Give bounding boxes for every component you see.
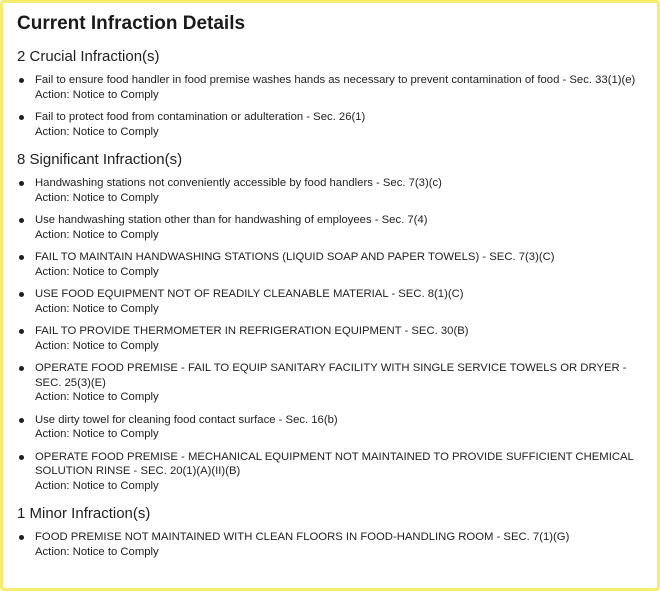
list-item — [17, 110, 643, 139]
bullet-icon — [19, 535, 24, 540]
infraction-action: Action: Notice to Comply — [35, 265, 159, 278]
infraction-description: Fail to ensure food handler in food premise washes hands as necessary to prevent contamination of food - Sec. 33(1)(e) — [35, 74, 636, 86]
significant-infractions-section — [17, 151, 643, 493]
infraction-description: USE FOOD EQUIPMENT NOT OF READILY CLEANABLE MATERIAL - SEC. 8(1)(C) — [35, 288, 464, 300]
bullet-icon — [19, 181, 24, 186]
infraction-description: Use handwashing station other than for handwashing of employees - Sec. 7(4) — [35, 214, 428, 226]
infraction-description: Handwashing stations not conveniently accessible by food handlers - Sec. 7(3)(c) — [35, 177, 442, 189]
infraction-action: Action: Notice to Comply — [35, 88, 159, 101]
bullet-icon — [19, 366, 24, 371]
infraction-description: OPERATE FOOD PREMISE - FAIL TO EQUIP SANITARY FACILITY WITH SINGLE SERVICE TOWELS OR DRYER - SEC. 25(3)(E) — [35, 362, 627, 389]
list-item — [17, 450, 643, 494]
infraction-description: FAIL TO MAINTAIN HANDWASHING STATIONS (LIQUID SOAP AND PAPER TOWELS) - SEC. 7(3)(C) — [35, 251, 555, 263]
crucial-infractions-list — [17, 73, 643, 139]
list-item — [17, 324, 643, 353]
list-item — [17, 176, 643, 205]
infraction-action: Action: Notice to Comply — [35, 228, 159, 241]
infraction-action: Action: Notice to Comply — [35, 125, 159, 138]
bullet-icon — [19, 455, 24, 460]
list-item — [17, 213, 643, 242]
minor-infractions-list — [17, 530, 643, 559]
crucial-infractions-section — [17, 48, 643, 139]
minor-infractions-section — [17, 505, 643, 559]
infraction-action: Action: Notice to Comply — [35, 428, 159, 440]
bullet-icon — [19, 78, 24, 83]
section-heading-minor: 1 Minor Infraction(s) — [17, 505, 151, 522]
infraction-description: FAIL TO PROVIDE THERMOMETER IN REFRIGERATION EQUIPMENT - SEC. 30(B) — [35, 325, 469, 337]
list-item — [17, 73, 643, 102]
infraction-description: FOOD PREMISE NOT MAINTAINED WITH CLEAN FLOORS IN FOOD-HANDLING ROOM - SEC. 7(1)(G) — [35, 531, 570, 543]
infraction-description: Fail to protect food from contamination or adulteration - Sec. 26(1) — [35, 111, 366, 123]
bullet-icon — [19, 292, 24, 297]
bullet-icon — [19, 255, 24, 260]
list-item — [17, 287, 643, 316]
infraction-action: Action: Notice to Comply — [35, 339, 159, 352]
list-item — [17, 250, 643, 279]
list-item — [17, 530, 643, 559]
bullet-icon — [19, 115, 24, 120]
infraction-description: Use dirty towel for cleaning food contact surface - Sec. 16(b) — [35, 413, 338, 426]
infraction-action: Action: Notice to Comply — [35, 479, 159, 492]
infraction-action: Action: Notice to Comply — [35, 302, 159, 315]
infraction-action: Action: Notice to Comply — [35, 391, 159, 403]
bullet-icon — [19, 418, 24, 423]
infraction-action: Action: Notice to Comply — [35, 545, 159, 558]
bullet-icon — [19, 218, 24, 223]
list-item — [17, 361, 643, 405]
page-title: Current Infraction Details — [17, 13, 246, 34]
significant-infractions-list — [17, 176, 643, 493]
bullet-icon — [19, 329, 24, 334]
infraction-description: OPERATE FOOD PREMISE - MECHANICAL EQUIPMENT NOT MAINTAINED TO PROVIDE SUFFICIENT CHEMICAL SOLUTION RINSE - SEC. 20(1)(A)(II)(B) — [35, 450, 634, 477]
list-item — [17, 413, 643, 442]
section-heading-significant: 8 Significant Infraction(s) — [17, 151, 183, 168]
infraction-action: Action: Notice to Comply — [35, 191, 159, 204]
section-heading-crucial: 2 Crucial Infraction(s) — [17, 48, 160, 65]
